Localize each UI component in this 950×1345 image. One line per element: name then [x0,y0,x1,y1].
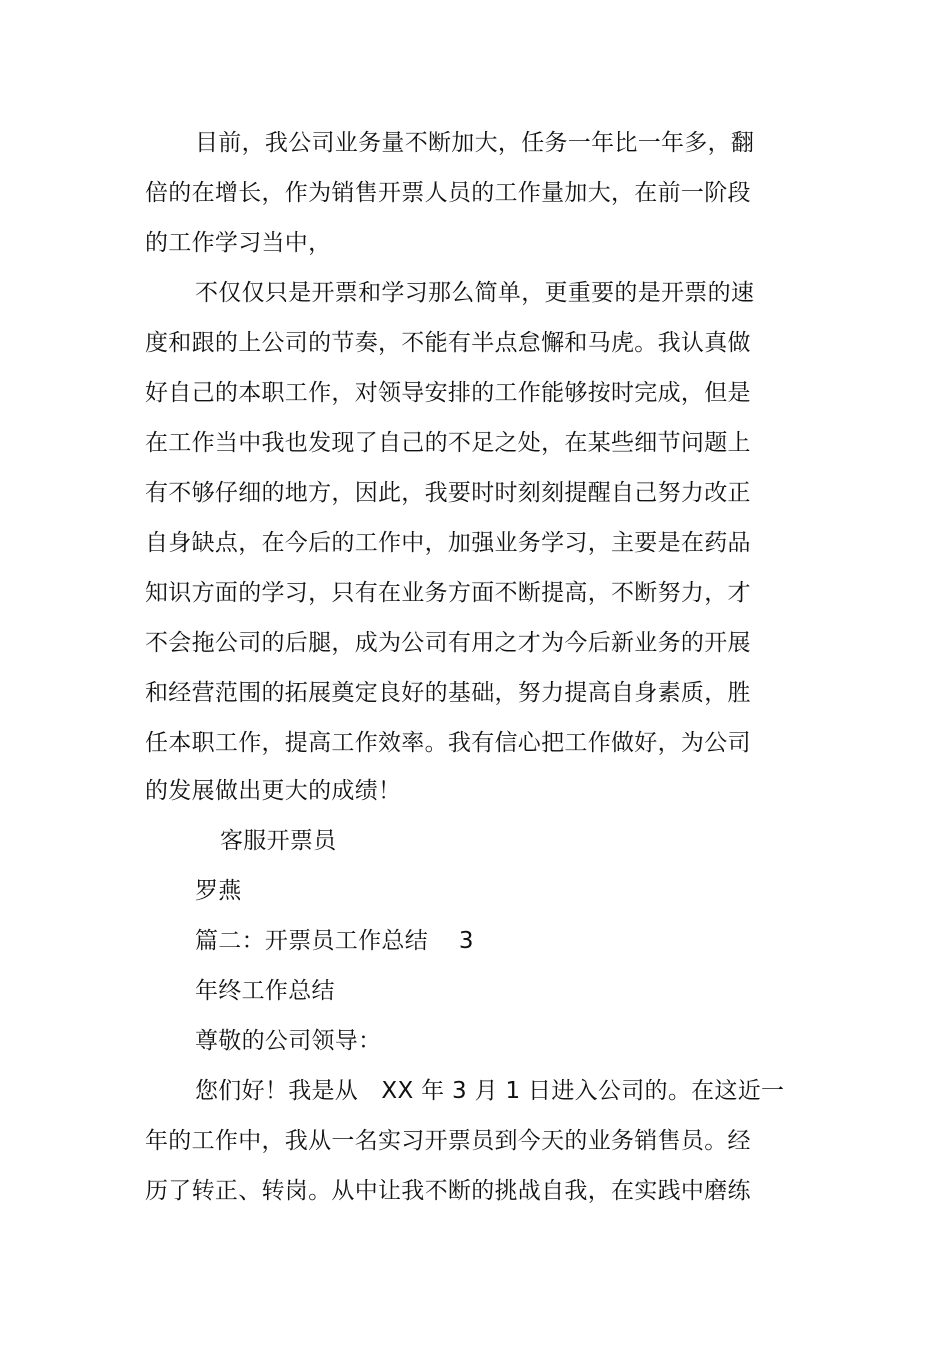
paragraph-line: 倍的在增长，作为销售开票人员的工作量加大，在前一阶段 [145,180,751,206]
paragraph-line: 任本职工作，提高工作效率。我有信心把工作做好，为公司 [145,730,751,756]
paragraph-line: 和经营范围的拓展奠定良好的基础，努力提高自身素质，胜 [145,680,751,706]
paragraph-line: 您们好！我是从 XX 年 3 月 1 日进入公司的。在这近一 [195,1078,785,1104]
paragraph-line: 的工作学习当中， [145,230,332,256]
paragraph-line: 不仅仅只是开票和学习那么简单，更重要的是开票的速 [195,280,755,306]
section-heading: 篇二：开票员工作总结 3 [195,928,474,954]
paragraph-line: 自身缺点，在今后的工作中，加强业务学习，主要是在药品 [145,530,751,556]
signature-title: 客服开票员 [220,828,337,854]
paragraph-line: 有不够仔细的地方，因此，我要时时刻刻提醒自己努力改正 [145,480,751,506]
paragraph-line: 历了转正、转岗。从中让我不断的挑战自我，在实践中磨练 [145,1178,751,1204]
paragraph-line: 年的工作中，我从一名实习开票员到今天的业务销售员。经 [145,1128,751,1154]
paragraph-line: 目前，我公司业务量不断加大，任务一年比一年多，翻 [195,130,755,156]
paragraph-line: 在工作当中我也发现了自己的不足之处，在某些细节问题上 [145,430,751,456]
paragraph-line: 知识方面的学习，只有在业务方面不断提高，不断努力，才 [145,580,751,606]
paragraph-line: 不会拖公司的后腿，成为公司有用之才为今后新业务的开展 [145,630,751,656]
paragraph-line: 好自己的本职工作，对领导安排的工作能够按时完成，但是 [145,380,751,406]
section-subheading: 年终工作总结 [195,978,335,1004]
paragraph-line: 的发展做出更大的成绩！ [145,778,402,804]
signature-name: 罗燕 [195,878,242,904]
paragraph-line: 度和跟的上公司的节奏，不能有半点怠懈和马虎。我认真做 [145,330,751,356]
salutation: 尊敬的公司领导： [195,1028,382,1054]
